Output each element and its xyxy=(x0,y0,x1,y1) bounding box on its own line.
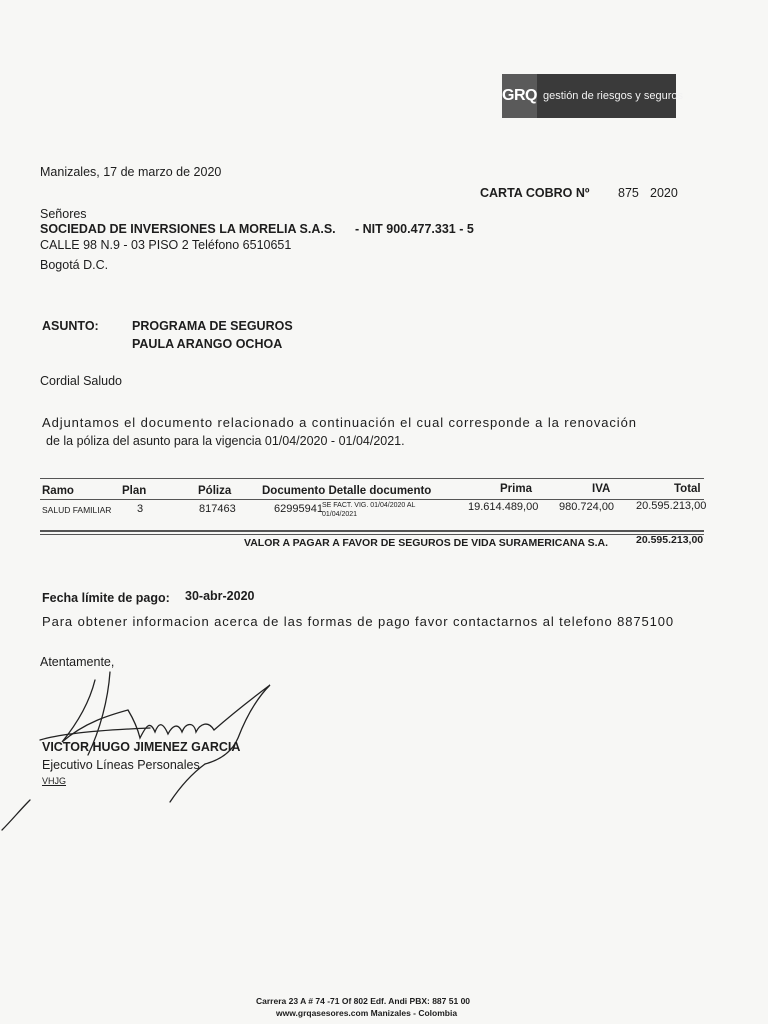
row-detalle-1: SE FACT. VIG. 01/04/2020 AL xyxy=(322,502,416,509)
header-iva: IVA xyxy=(592,483,611,495)
table-total-rule xyxy=(40,530,704,532)
company-logo xyxy=(502,74,683,118)
recipient-city: Bogotá D.C. xyxy=(40,258,109,272)
header-documento: Documento Detalle documento xyxy=(262,485,432,497)
payment-info: Para obtener informacion acerca de las formas de pago favor contactarnos al telefono 8875100 xyxy=(42,614,675,629)
body-line1: Adjuntamos el documento relacionado a continuación el cual corresponde a la renovación xyxy=(42,415,637,430)
header-ramo: Ramo xyxy=(42,485,74,497)
table-header-rule xyxy=(40,499,704,500)
body-line2: de la póliza del asunto para la vigencia 01/04/2020 - 01/04/2021. xyxy=(46,434,405,448)
place-date: Manizales, 17 de marzo de 2020 xyxy=(40,165,222,179)
signer-initials: VHJG xyxy=(42,776,67,786)
row-iva: 980.724,00 xyxy=(559,501,615,513)
signer-title: Ejecutivo Líneas Personales xyxy=(42,758,200,772)
recipient-address: CALLE 98 N.9 - 03 PISO 2 Teléfono 6510651 xyxy=(40,238,292,252)
recipient-nit: - NIT 900.477.331 - 5 xyxy=(355,222,474,236)
row-detalle-2: 01/04/2021 xyxy=(322,511,358,518)
carta-cobro-number: 875 xyxy=(618,186,639,200)
logo-mark: GRQ xyxy=(502,74,537,118)
header-prima: Prima xyxy=(500,483,532,495)
header-total: Total xyxy=(674,483,701,495)
header-plan: Plan xyxy=(122,485,147,497)
signer-name: VICTOR HUGO JIMENEZ GARCIA xyxy=(42,740,241,754)
row-documento: 62995941 xyxy=(274,503,323,515)
summary-value: 20.595.213,00 xyxy=(636,534,704,546)
table-top-rule xyxy=(40,478,704,479)
logo-tagline: gestión de riesgos y seguros xyxy=(542,90,683,102)
footer-address: Carrera 23 A # 74 -71 Of 802 Edf. Andi PBX: 887 51 00 xyxy=(256,996,471,1006)
asunto-label: ASUNTO: xyxy=(42,319,99,333)
row-prima: 19.614.489,00 xyxy=(468,501,539,513)
row-ramo: SALUD FAMILIAR xyxy=(42,505,112,515)
closing: Atentamente, xyxy=(40,655,115,669)
carta-cobro-label: CARTA COBRO Nº xyxy=(480,186,590,200)
footer-web: www.grqasesores.com Manizales - Colombia xyxy=(276,1008,458,1018)
payment-label: Fecha límite de pago: xyxy=(42,591,170,605)
payment-date: 30-abr-2020 xyxy=(185,589,255,603)
asunto-line1: PROGRAMA DE SEGUROS xyxy=(132,319,293,333)
carta-cobro-year: 2020 xyxy=(650,186,678,200)
summary-label: VALOR A PAGAR A FAVOR DE SEGUROS DE VIDA SURAMERICANA S.A. xyxy=(244,537,609,549)
greeting: Cordial Saludo xyxy=(40,374,122,388)
row-poliza: 817463 xyxy=(199,503,236,515)
row-plan: 3 xyxy=(137,503,144,515)
table-total-rule-2 xyxy=(40,534,704,535)
recipient-company: SOCIEDAD DE INVERSIONES LA MORELIA S.A.S. xyxy=(40,222,336,236)
row-total: 20.595.213,00 xyxy=(636,500,707,512)
header-poliza: Póliza xyxy=(198,485,232,497)
asunto-line2: PAULA ARANGO OCHOA xyxy=(132,337,283,351)
salutation: Señores xyxy=(40,207,87,221)
